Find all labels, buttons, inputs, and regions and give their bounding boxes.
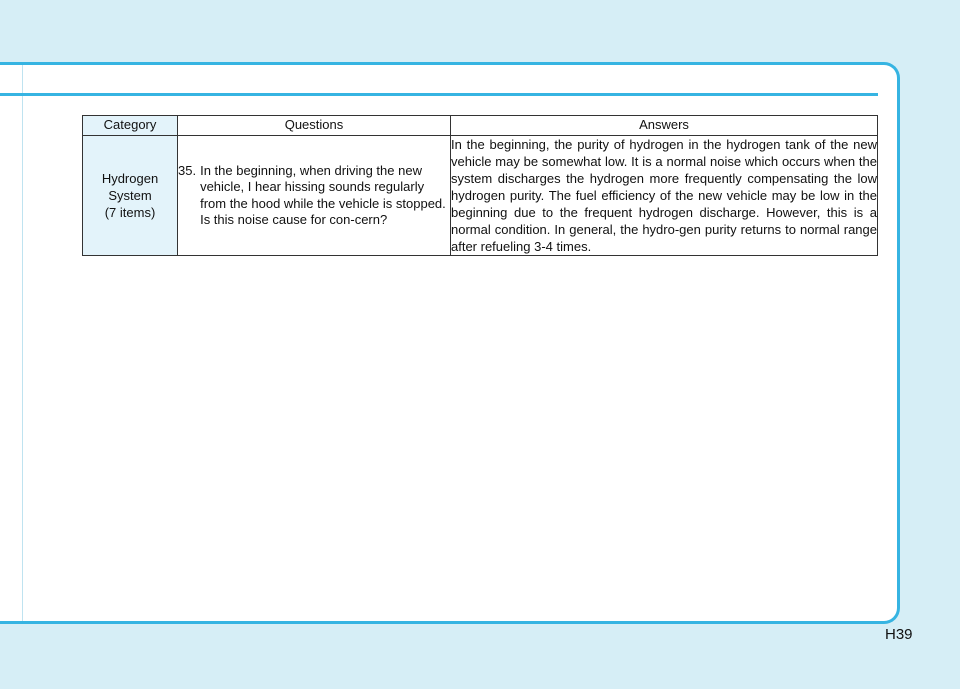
category-line: (7 items): [104, 205, 156, 220]
table-header-row: [83, 116, 878, 136]
header-questions: Questions: [178, 116, 451, 136]
page-number: H39: [885, 626, 913, 643]
table-row: [83, 136, 878, 256]
page-panel: [0, 62, 900, 624]
category-line: Hydrogen: [101, 171, 159, 186]
category-line: System: [108, 188, 152, 203]
question-cell: [178, 136, 451, 256]
header-rule: [0, 93, 878, 96]
left-margin-guide: [22, 65, 23, 621]
question-text: In the beginning, when driving the new vehicle, I hear hissing sounds regularly from the hood while the vehicle is stopped. Is this noise cause for con-cern?: [200, 162, 446, 227]
question-item: [178, 163, 450, 229]
category-cell: [83, 136, 178, 256]
answer-cell: In the beginning, the purity of hydrogen in the hydrogen tank of the new vehicle may be somewhat low. It is a normal noise which occurs when the system discharges the hydrogen more frequently compensating the low hydrogen purity. The fuel efficiency of the new vehicle may be low in the beginning due to the frequent hydrogen discharge. However, this is a normal condition. In general, the hydro-gen purity returns to normal range after refueling 3-4 times.: [451, 137, 877, 254]
question-number: 35.: [178, 162, 197, 178]
header-category: Category: [83, 116, 178, 136]
header-answers: Answers: [451, 116, 878, 136]
faq-table: [82, 115, 878, 256]
